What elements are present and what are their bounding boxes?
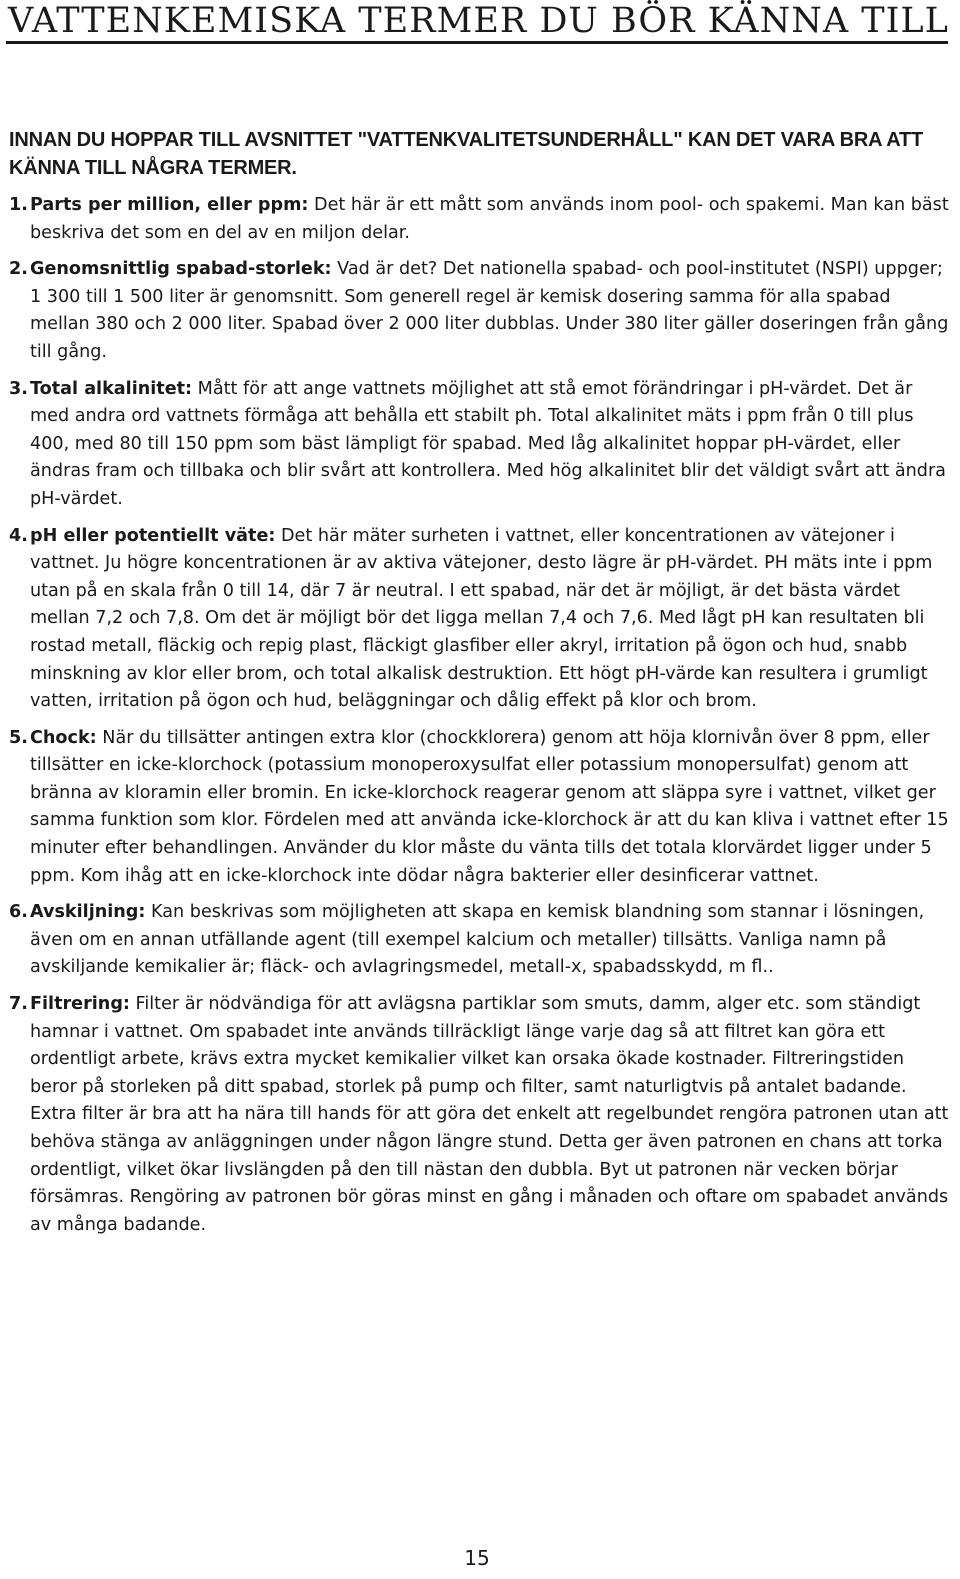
term-label: Genomsnittlig spabad-storlek: xyxy=(30,259,332,280)
term-list xyxy=(9,192,949,1248)
term-text: Det här mäter surheten i vattnet, eller koncentrationen av vätejoner i vattnet. Ju högre koncentrationen är av aktiva vätejoner, desto lägre är pH-värdet. PH mäts inte i ppm utan på en skala från 0 till 14, där 7 är neutral. I ett spabad, när det är möjligt, är det bästa värdet mellan 7,2 och 7,8. Om det är möjligt bör det ligga mellan 7,4 och 7,6. Med lågt pH kan resultaten bli rostad metall, fläckig och repig plast, fläckigt glasfiber eller akryl, irritation på ögon och hud, snabb minskning av klor eller brom, och total alkalisk destruktion. Ett högt pH-värde kan resultera i grumligt vatten, irritation på ögon och hud, beläggningar och dålig effekt på klor och brom. xyxy=(30,525,933,712)
term-text: När du tillsätter antingen extra klor (chockklorera) genom att höja klornivån över 8 ppm, eller tillsätter en icke-klorchock (potassium monoperoxysulfat eller potassium monopersulfat) genom att bränna av kloramin eller bromin. En icke-klorchock reagerar genom att släppa syre i vattnet, vilket ger samma funktion som klor. Fördelen med att använda icke-klorchock är att du kan kliva i vattnet efter 15 minuter efter behandlingen. Använder du klor måste du vänta tills det totala klorvärdet ligger under 5 ppm. Kom ihåg att en icke-klorchock inte dödar några bakterier eller desinficerar vattnet. xyxy=(30,727,949,886)
term-number: 6. xyxy=(9,902,28,923)
term-item-shock xyxy=(9,725,949,891)
term-label: pH eller potentiellt väte: xyxy=(30,525,276,546)
term-number: 2. xyxy=(9,259,28,280)
term-item-ppm xyxy=(9,192,949,247)
term-label: Filtrering: xyxy=(30,994,130,1015)
term-label: Avskiljning: xyxy=(30,902,146,923)
term-number: 7. xyxy=(9,994,28,1015)
term-item-ph xyxy=(9,523,949,716)
title-rule xyxy=(6,41,948,44)
term-text: Mått för att ange vattnets möjlighet att stå emot förändringar i pH-värdet. Det är med andra ord vattnets förmåga att behålla ett stabilt ph. Total alkalinitet mäts i ppm från 0 till plus 400, med 80 till 150 ppm som bäst lämpligt för spabad. Med låg alkalinitet hoppar pH-värdet, eller ändras fram och tillbaka och blir svårt att kontrollera. Med hög alkalinitet blir det väldigt svårt att ändra pH-värdet. xyxy=(30,378,946,509)
page-title: VATTENKEMISKA TERMER DU BÖR KÄNNA TILL xyxy=(8,1,949,41)
term-item-filtration xyxy=(9,991,949,1239)
term-number: 4. xyxy=(9,525,28,546)
term-number: 1. xyxy=(9,195,28,215)
term-item-spa-size xyxy=(9,256,949,366)
term-number: 5. xyxy=(9,727,28,748)
term-text: Kan beskrivas som möjligheten att skapa en kemisk blandning som stannar i lösningen, även om en annan utfällande agent (till exempel kalcium och metaller) tillsätts. Vanliga namn på avskiljande kemikalier är; fläck- och avlagringsmedel, metall-x, spabadsskydd, m fl.. xyxy=(30,902,925,978)
term-item-alkalinity xyxy=(9,376,949,514)
intro-heading: INNAN DU HOPPAR TILL AVSNITTET "VATTENKVALITETSUNDERHÅLL" KAN DET VARA BRA ATT KÄNNA TILL NÅGRA TERMER. xyxy=(9,129,924,179)
term-item-sequestration xyxy=(9,899,949,982)
term-label: Total alkalinitet: xyxy=(30,378,193,399)
term-number: 3. xyxy=(9,378,28,399)
term-text: Det här är ett mått som används inom pool- och spakemi. Man kan bäst beskriva det som en del av en miljon delar. xyxy=(30,195,949,243)
term-text: Filter är nödvändiga för att avlägsna partiklar som smuts, damm, alger etc. som ständigt hamnar i vattnet. Om spabadet inte används tillräckligt länge varje dag så att filtret kan göra ett ordentligt arbete, krävs extra mycket kemikalier vilket kan orsaka ökade kostnader. Filtreringstiden beror på storleken på ditt spabad, storlek på pump och filter, samt naturligtvis på antalet badande. Extra filter är bra att ha nära till hands för att göra det enkelt att regelbundet rengöra patronen utan att behöva stänga av anläggningen under någon längre stund. Detta ger även patronen en chans att torka ordentligt, vilket ökar livslängden på den till nästan den dubbla. Byt ut patronen när vecken börjar försämras. Rengöring av patronen bör göras minst en gång i månaden och oftare om spabadet används av många badande. xyxy=(30,994,949,1235)
term-text: Vad är det? Det nationella spabad- och pool-institutet (NSPI) uppger; 1 300 till 1 500 liter är genomsnitt. Som generell regel är kemisk dosering samma för alla spabad mellan 380 och 2 000 liter. Spabad över 2 000 liter dubblas. Under 380 liter gäller doseringen från gång till gång. xyxy=(30,259,949,362)
term-label: Parts per million, eller ppm: xyxy=(30,195,309,215)
term-label: Chock: xyxy=(30,727,97,748)
page-number: 15 xyxy=(464,1546,490,1570)
